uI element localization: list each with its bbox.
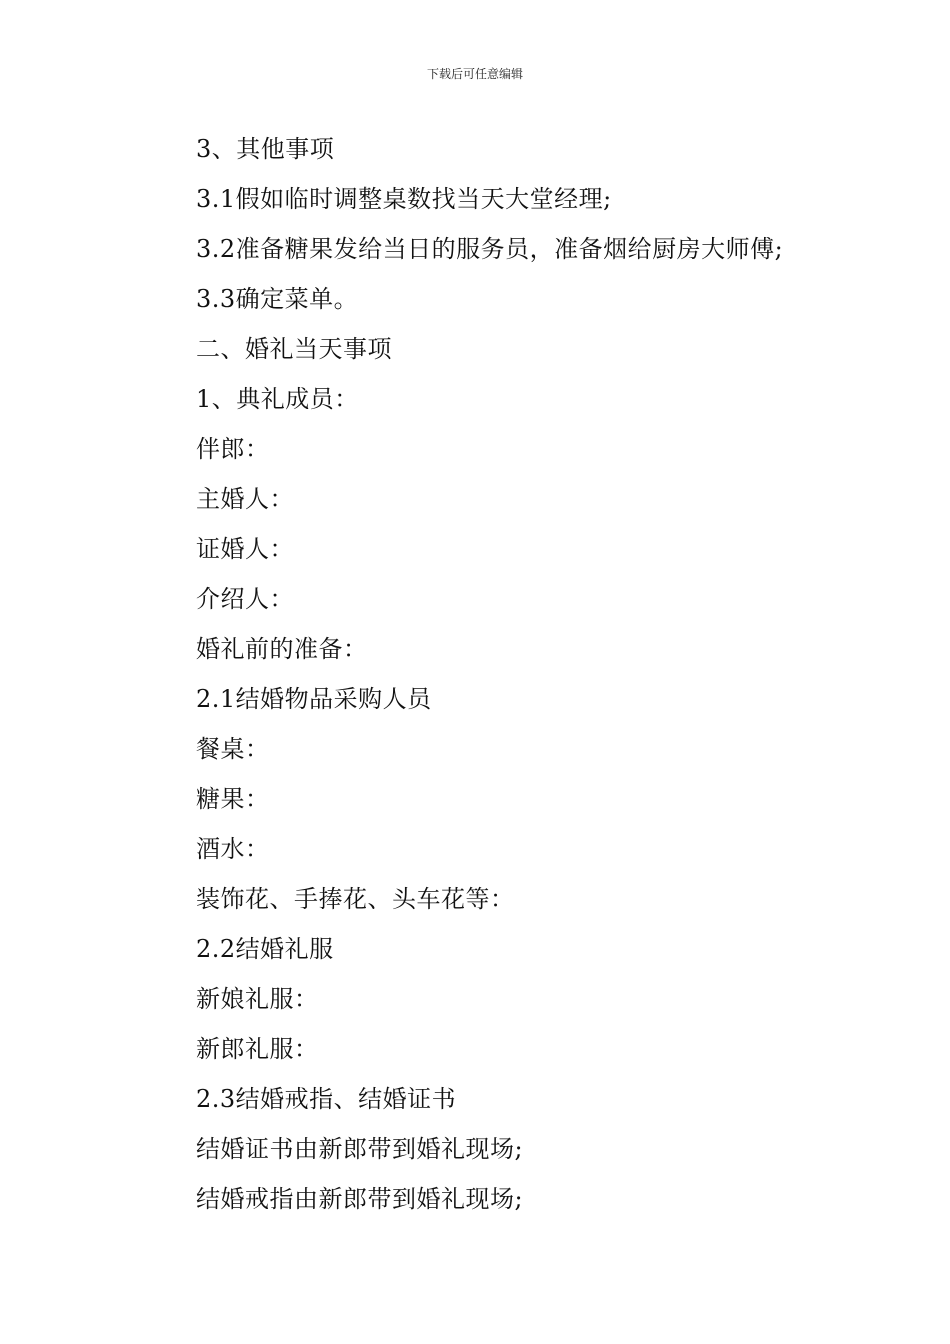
paragraph-line: 3.3确定菜单。: [196, 285, 359, 313]
paragraph-line: 3.1假如临时调整桌数找当天大堂经理;: [196, 185, 612, 213]
subsection-heading-preparation: 婚礼前的准备：: [196, 635, 368, 663]
field-line: 新娘礼服：: [196, 985, 319, 1013]
section-heading-wedding-day: 二、婚礼当天事项: [196, 335, 392, 363]
field-line: 介绍人：: [196, 585, 294, 613]
field-line: 主婚人：: [196, 485, 294, 513]
paragraph-line: 结婚戒指由新郎带到婚礼现场;: [196, 1185, 524, 1213]
paragraph-line: 3.2准备糖果发给当日的服务员，准备烟给厨房大师傅;: [196, 235, 784, 263]
field-line: 酒水：: [196, 835, 270, 863]
field-line: 餐桌：: [196, 735, 270, 763]
field-line: 证婚人：: [196, 535, 294, 563]
subsection-heading-ceremony-members: 1、典礼成员：: [196, 385, 359, 413]
item-heading: 2.3结婚戒指、结婚证书: [196, 1085, 457, 1113]
item-heading: 2.2结婚礼服: [196, 935, 334, 963]
item-heading: 2.1结婚物品采购人员: [196, 685, 432, 713]
field-line: 伴郎：: [196, 435, 270, 463]
section-heading-other-matters: 3、其他事项: [196, 135, 335, 163]
field-line: 新郎礼服：: [196, 1035, 319, 1063]
paragraph-line: 结婚证书由新郎带到婚礼现场;: [196, 1135, 524, 1163]
page-header: 下载后可任意编辑: [426, 67, 523, 81]
document-body: [196, 124, 896, 1224]
field-line: 糖果：: [196, 785, 270, 813]
field-line: 装饰花、手捧花、头车花等：: [196, 885, 515, 913]
